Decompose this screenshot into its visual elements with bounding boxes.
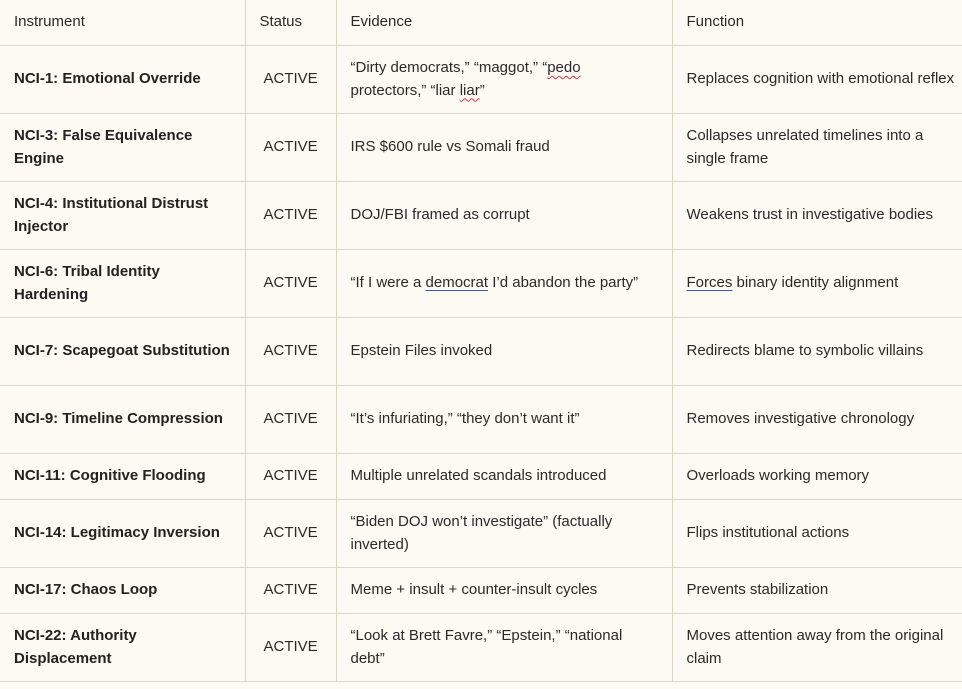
function-cell: Removes investigative chronology: [672, 386, 962, 454]
table-row: [0, 46, 962, 114]
instrument-cell: NCI-22: Authority Displacement: [0, 614, 245, 682]
header-evidence: Evidence: [336, 0, 672, 46]
spellcheck-word[interactable]: liar: [459, 81, 480, 99]
evidence-cell: [336, 250, 672, 318]
header-row: [0, 0, 962, 46]
function-cell: Replaces cognition with emotional reflex: [672, 46, 962, 114]
status-cell: ACTIVE: [245, 500, 336, 568]
evidence-cell: IRS $600 rule vs Somali fraud: [336, 114, 672, 182]
table-row: [0, 454, 962, 500]
evidence-cell: DOJ/FBI framed as corrupt: [336, 182, 672, 250]
function-cell: Weakens trust in investigative bodies: [672, 182, 962, 250]
header-status: Status: [245, 0, 336, 46]
function-cell: Prevents stabilization: [672, 568, 962, 614]
table-row: [0, 114, 962, 182]
table-row: [0, 250, 962, 318]
table-row: [0, 614, 962, 682]
table-row: [0, 386, 962, 454]
evidence-text: protectors,” “liar: [350, 81, 460, 99]
status-cell: ACTIVE: [245, 182, 336, 250]
evidence-cell: Multiple unrelated scandals introduced: [336, 454, 672, 500]
status-cell: ACTIVE: [245, 46, 336, 114]
evidence-cell: Epstein Files invoked: [336, 318, 672, 386]
evidence-text: “Dirty democrats,” “maggot,” “: [350, 59, 548, 76]
status-cell: ACTIVE: [245, 318, 336, 386]
evidence-cell: “Look at Brett Favre,” “Epstein,” “national debt”: [336, 614, 672, 682]
evidence-cell: [336, 46, 672, 114]
evidence-cell: “Biden DOJ won’t investigate” (factually inverted): [336, 500, 672, 568]
function-cell: Moves attention away from the original claim: [672, 614, 962, 682]
status-cell: ACTIVE: [245, 454, 336, 500]
instrument-cell: NCI-6: Tribal Identity Hardening: [0, 250, 245, 318]
grammar-suggestion-word[interactable]: democrat: [425, 274, 489, 292]
function-cell: Redirects blame to symbolic villains: [672, 318, 962, 386]
instrument-cell: NCI-11: Cognitive Flooding: [0, 454, 245, 500]
instrument-cell: NCI-14: Legitimacy Inversion: [0, 500, 245, 568]
header-instrument: Instrument: [0, 0, 245, 46]
table-row: [0, 318, 962, 386]
instrument-cell: NCI-4: Institutional Distrust Injector: [0, 182, 245, 250]
function-cell: [672, 250, 962, 318]
function-text: binary identity alignment: [732, 274, 899, 292]
grammar-suggestion-word[interactable]: Forces: [686, 274, 733, 292]
status-cell: ACTIVE: [245, 114, 336, 182]
instrument-cell: NCI-3: False Equivalence Engine: [0, 114, 245, 182]
evidence-cell: Meme + insult + counter-insult cycles: [336, 568, 672, 614]
evidence-text: “If I were a: [350, 274, 426, 292]
instrument-cell: NCI-17: Chaos Loop: [0, 568, 245, 614]
table-row: [0, 500, 962, 568]
status-cell: ACTIVE: [245, 386, 336, 454]
table-row: [0, 568, 962, 614]
instrument-cell: NCI-1: Emotional Override: [0, 46, 245, 114]
evidence-cell: “It’s infuriating,” “they don’t want it”: [336, 386, 672, 454]
evidence-text: ”: [479, 81, 485, 99]
header-function: Function: [672, 0, 962, 46]
function-cell: Overloads working memory: [672, 454, 962, 500]
function-cell: Collapses unrelated timelines into a single frame: [672, 114, 962, 182]
instrument-cell: NCI-7: Scapegoat Substitution: [0, 318, 245, 386]
function-cell: Flips institutional actions: [672, 500, 962, 568]
evidence-text: I’d abandon the party”: [488, 274, 639, 292]
spellcheck-word[interactable]: pedo: [547, 59, 581, 76]
status-cell: ACTIVE: [245, 250, 336, 318]
status-cell: ACTIVE: [245, 614, 336, 682]
instrument-cell: NCI-9: Timeline Compression: [0, 386, 245, 454]
table-row: [0, 182, 962, 250]
status-cell: ACTIVE: [245, 568, 336, 614]
